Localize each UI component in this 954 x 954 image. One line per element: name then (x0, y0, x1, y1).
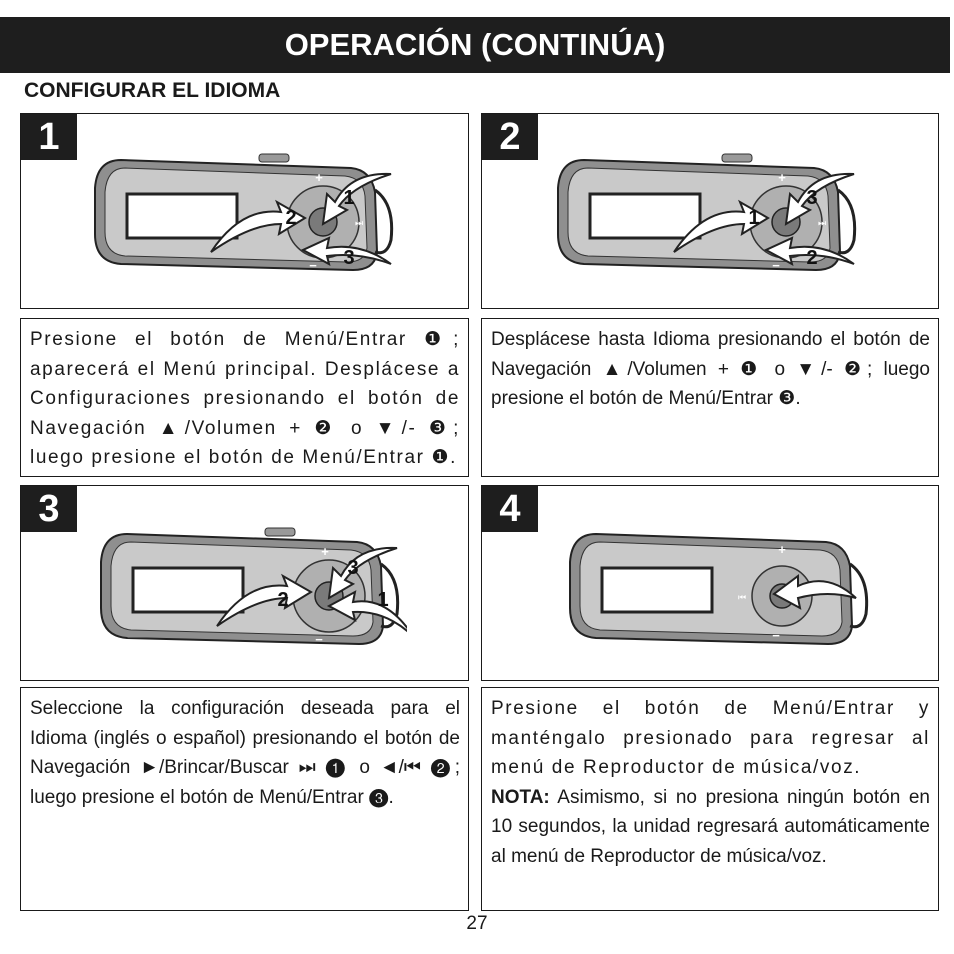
step-1-instructions (20, 318, 469, 477)
skip-back-icon: ⏮ (737, 593, 747, 603)
arrow-label: 3 (806, 187, 818, 209)
mp3-player-device (97, 526, 407, 656)
step-2-instructions (481, 318, 939, 477)
volume-minus-label: − (309, 258, 317, 273)
volume-minus-label: − (315, 632, 323, 647)
arrow-label: 2 (285, 207, 297, 229)
volume-plus-label: + (321, 544, 329, 559)
arrow-label: 1 (377, 589, 389, 611)
step-2-illustration (481, 113, 939, 309)
step-2-text: Desplácese hasta Idioma presionando el botón de Navegación ▲/Volumen + ❶ o ▼/- ❷; luego presione el botón de Menú/Entrar ❸. (491, 329, 930, 409)
volume-minus-label: − (772, 628, 780, 643)
arrow-label: 1 (748, 207, 760, 229)
arrow-label: 2 (277, 589, 289, 611)
mp3-player-device (566, 526, 876, 656)
skip-forward-icon: ⏭ (354, 219, 364, 229)
volume-plus-label: + (778, 170, 786, 185)
step-4-illustration (481, 485, 939, 681)
arrow-label: 3 (347, 557, 359, 579)
step-4-instructions (481, 687, 939, 911)
arrow-label: 2 (806, 247, 818, 269)
step-2-number: 2 (482, 114, 538, 160)
mp3-player-device (91, 152, 401, 282)
section-title: CONFIGURAR EL IDIOMA (24, 79, 281, 102)
volume-plus-label: + (778, 542, 786, 557)
step-1-text: Presione el botón de Menú/Entrar ❶; aparecerá el Menú principal. Desplácese a Configuraciones presionando el botón de Navegación ▲/Volumen + ❷ o ▼/- ❸; luego presione el botón de Menú/Entrar ❶. (30, 329, 460, 468)
note-text: Asimismo, si no presiona ningún botón en 10 segundos, la unidad regresará automáticamente al menú de Reproductor de música/voz. (491, 786, 930, 867)
arrow-label: 1 (343, 187, 355, 209)
step-4-text: Presione el botón de Menú/Entrar y manténgalo presionado para regresar al menú de Reproductor de música/voz. (491, 698, 930, 778)
step-3-instructions (20, 687, 469, 911)
skip-forward-icon: ⏭ (817, 219, 827, 229)
arrow-label: 3 (343, 247, 355, 269)
page-number: 27 (466, 913, 488, 934)
volume-plus-label: + (315, 170, 323, 185)
note-label: NOTA: (491, 786, 550, 808)
step-3-number: 3 (21, 486, 77, 532)
volume-minus-label: − (772, 258, 780, 273)
step-3-illustration (20, 485, 469, 681)
step-1-illustration (20, 113, 469, 309)
step-3-text: Seleccione la configuración deseada para el Idioma (inglés o español) presionando el botón de Navegación ►/Brincar/Buscar ⏭ ❶ o ◄/⏮ ❷; luego presione el botón de Menú/Entrar ❸. (30, 698, 460, 808)
step-4-number: 4 (482, 486, 538, 532)
page-title-banner (0, 17, 950, 73)
page-title: OPERACIÓN (CONTINÚA) (284, 27, 666, 62)
mp3-player-device (554, 152, 864, 282)
step-1-number: 1 (21, 114, 77, 160)
